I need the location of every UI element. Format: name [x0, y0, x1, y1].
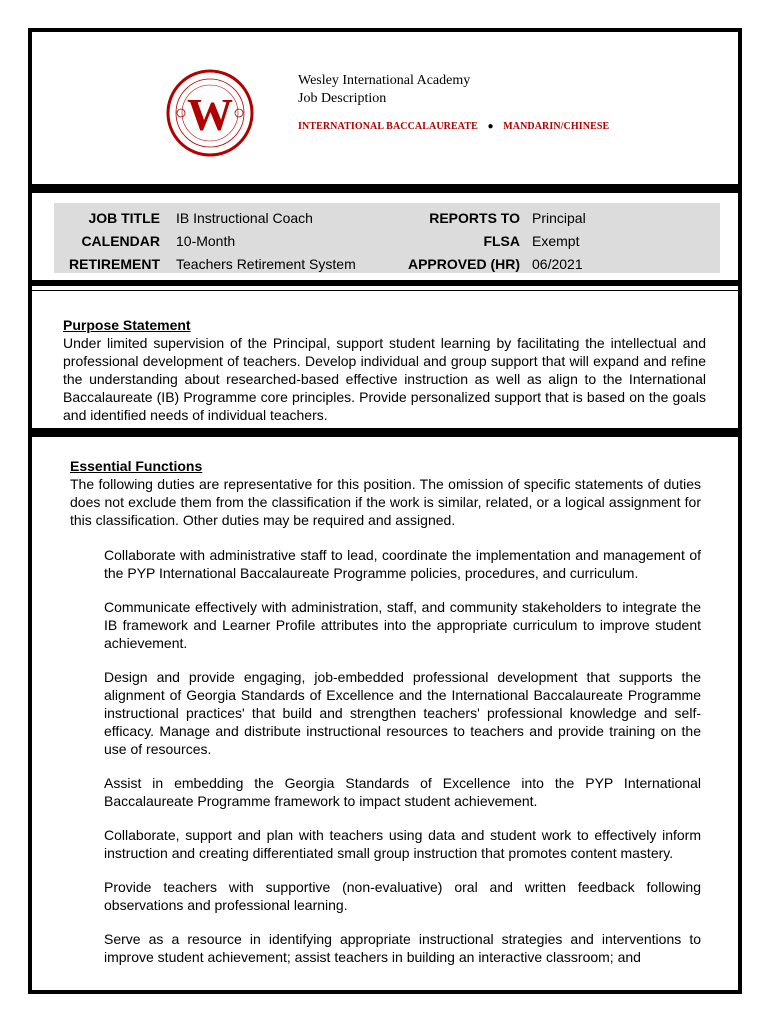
duties-list: [104, 546, 701, 982]
program-line: [298, 121, 609, 132]
essential-functions-section: [70, 457, 701, 529]
calendar-value: 10-Month: [176, 233, 236, 249]
duty-item: Collaborate with administrative staff to lead, coordinate the implementation and management of the PYP International Baccalaureate Programme policies, procedures, and curriculum.: [104, 547, 701, 581]
job-title-label: JOB TITLE: [88, 210, 160, 226]
duty-item: Serve as a resource in identifying appropriate instructional strategies and interventions to improve student achievement; assist teachers in building an interactive classroom; and: [104, 931, 701, 965]
divider-bar: [32, 428, 738, 437]
document-header: [32, 32, 738, 182]
divider-bar: [32, 280, 738, 286]
info-values-left: [176, 207, 356, 276]
duty-item: Collaborate, support and plan with teachers using data and student work to effectively inform instruction and creating differentiated small group instruction that promotes content mastery.: [104, 827, 701, 861]
divider-line: [32, 290, 738, 291]
school-name: Wesley International Academy: [298, 73, 471, 88]
essential-title: Essential Functions: [70, 458, 203, 474]
flsa-value: Exempt: [532, 233, 580, 249]
info-labels-left: [60, 207, 160, 276]
purpose-title: Purpose Statement: [63, 317, 191, 333]
duty-item: Provide teachers with supportive (non-evaluative) oral and written feedback following observations and professional learning.: [104, 879, 701, 913]
program-ib: INTERNATIONAL BACCALAUREATE: [298, 121, 478, 132]
school-logo: [166, 69, 254, 157]
calendar-label: CALENDAR: [81, 233, 160, 249]
duty-item: Design and provide engaging, job-embedded professional development that supports the alignment of Georgia Standards of Excellence and the International Baccalaureate Programme instructional practices' that build and strengthen teachers' professional knowledge and self-efficacy. Manage and distribute instructional resources to teachers and provide training on the use of resources.: [104, 669, 701, 757]
reports-to-value: Principal: [532, 210, 586, 226]
reports-to-label: REPORTS TO: [429, 210, 520, 226]
document-page: [28, 28, 742, 994]
job-title-value: IB Instructional Coach: [176, 210, 313, 226]
separator-dot: ●: [487, 121, 494, 132]
info-labels-right: [372, 207, 520, 276]
approved-label: APPROVED (HR): [407, 256, 520, 272]
duty-item: Communicate effectively with administration, staff, and community stakeholders to integrate the IB framework and Learner Profile attributes into the appropriate curriculum to improve student achievement.: [104, 599, 701, 651]
program-mandarin: MANDARIN/CHINESE: [503, 121, 610, 132]
purpose-text: Under limited supervision of the Principal, support student learning by facilitating the intellectual and professional development of teachers. Develop individual and group support that will expand and refine the understanding about researched-based effective instruction as well as align to the International Baccalaureate (IB) Programme core principles. Provide personalized support that is based on the goals and identified needs of individual teachers.: [63, 335, 706, 423]
flsa-label: FLSA: [483, 233, 520, 249]
approved-value: 06/2021: [532, 256, 583, 272]
retirement-value: Teachers Retirement System: [176, 256, 356, 272]
duty-item: Assist in embedding the Georgia Standards of Excellence into the PYP International Baccalaureate Programme framework to impact student achievement.: [104, 775, 701, 809]
document-type: Job Description: [298, 91, 387, 106]
logo-letter: W: [187, 89, 233, 140]
purpose-section: [63, 316, 706, 424]
retirement-label: RETIREMENT: [69, 256, 160, 272]
divider-bar: [32, 184, 738, 193]
essential-intro: The following duties are representative for this position. The omission of specific statements of duties does not exclude them from the classification if the work is similar, related, or a logical assignment for this classification. Other duties may be required and assigned.: [70, 476, 701, 528]
info-values-right: [532, 207, 586, 276]
